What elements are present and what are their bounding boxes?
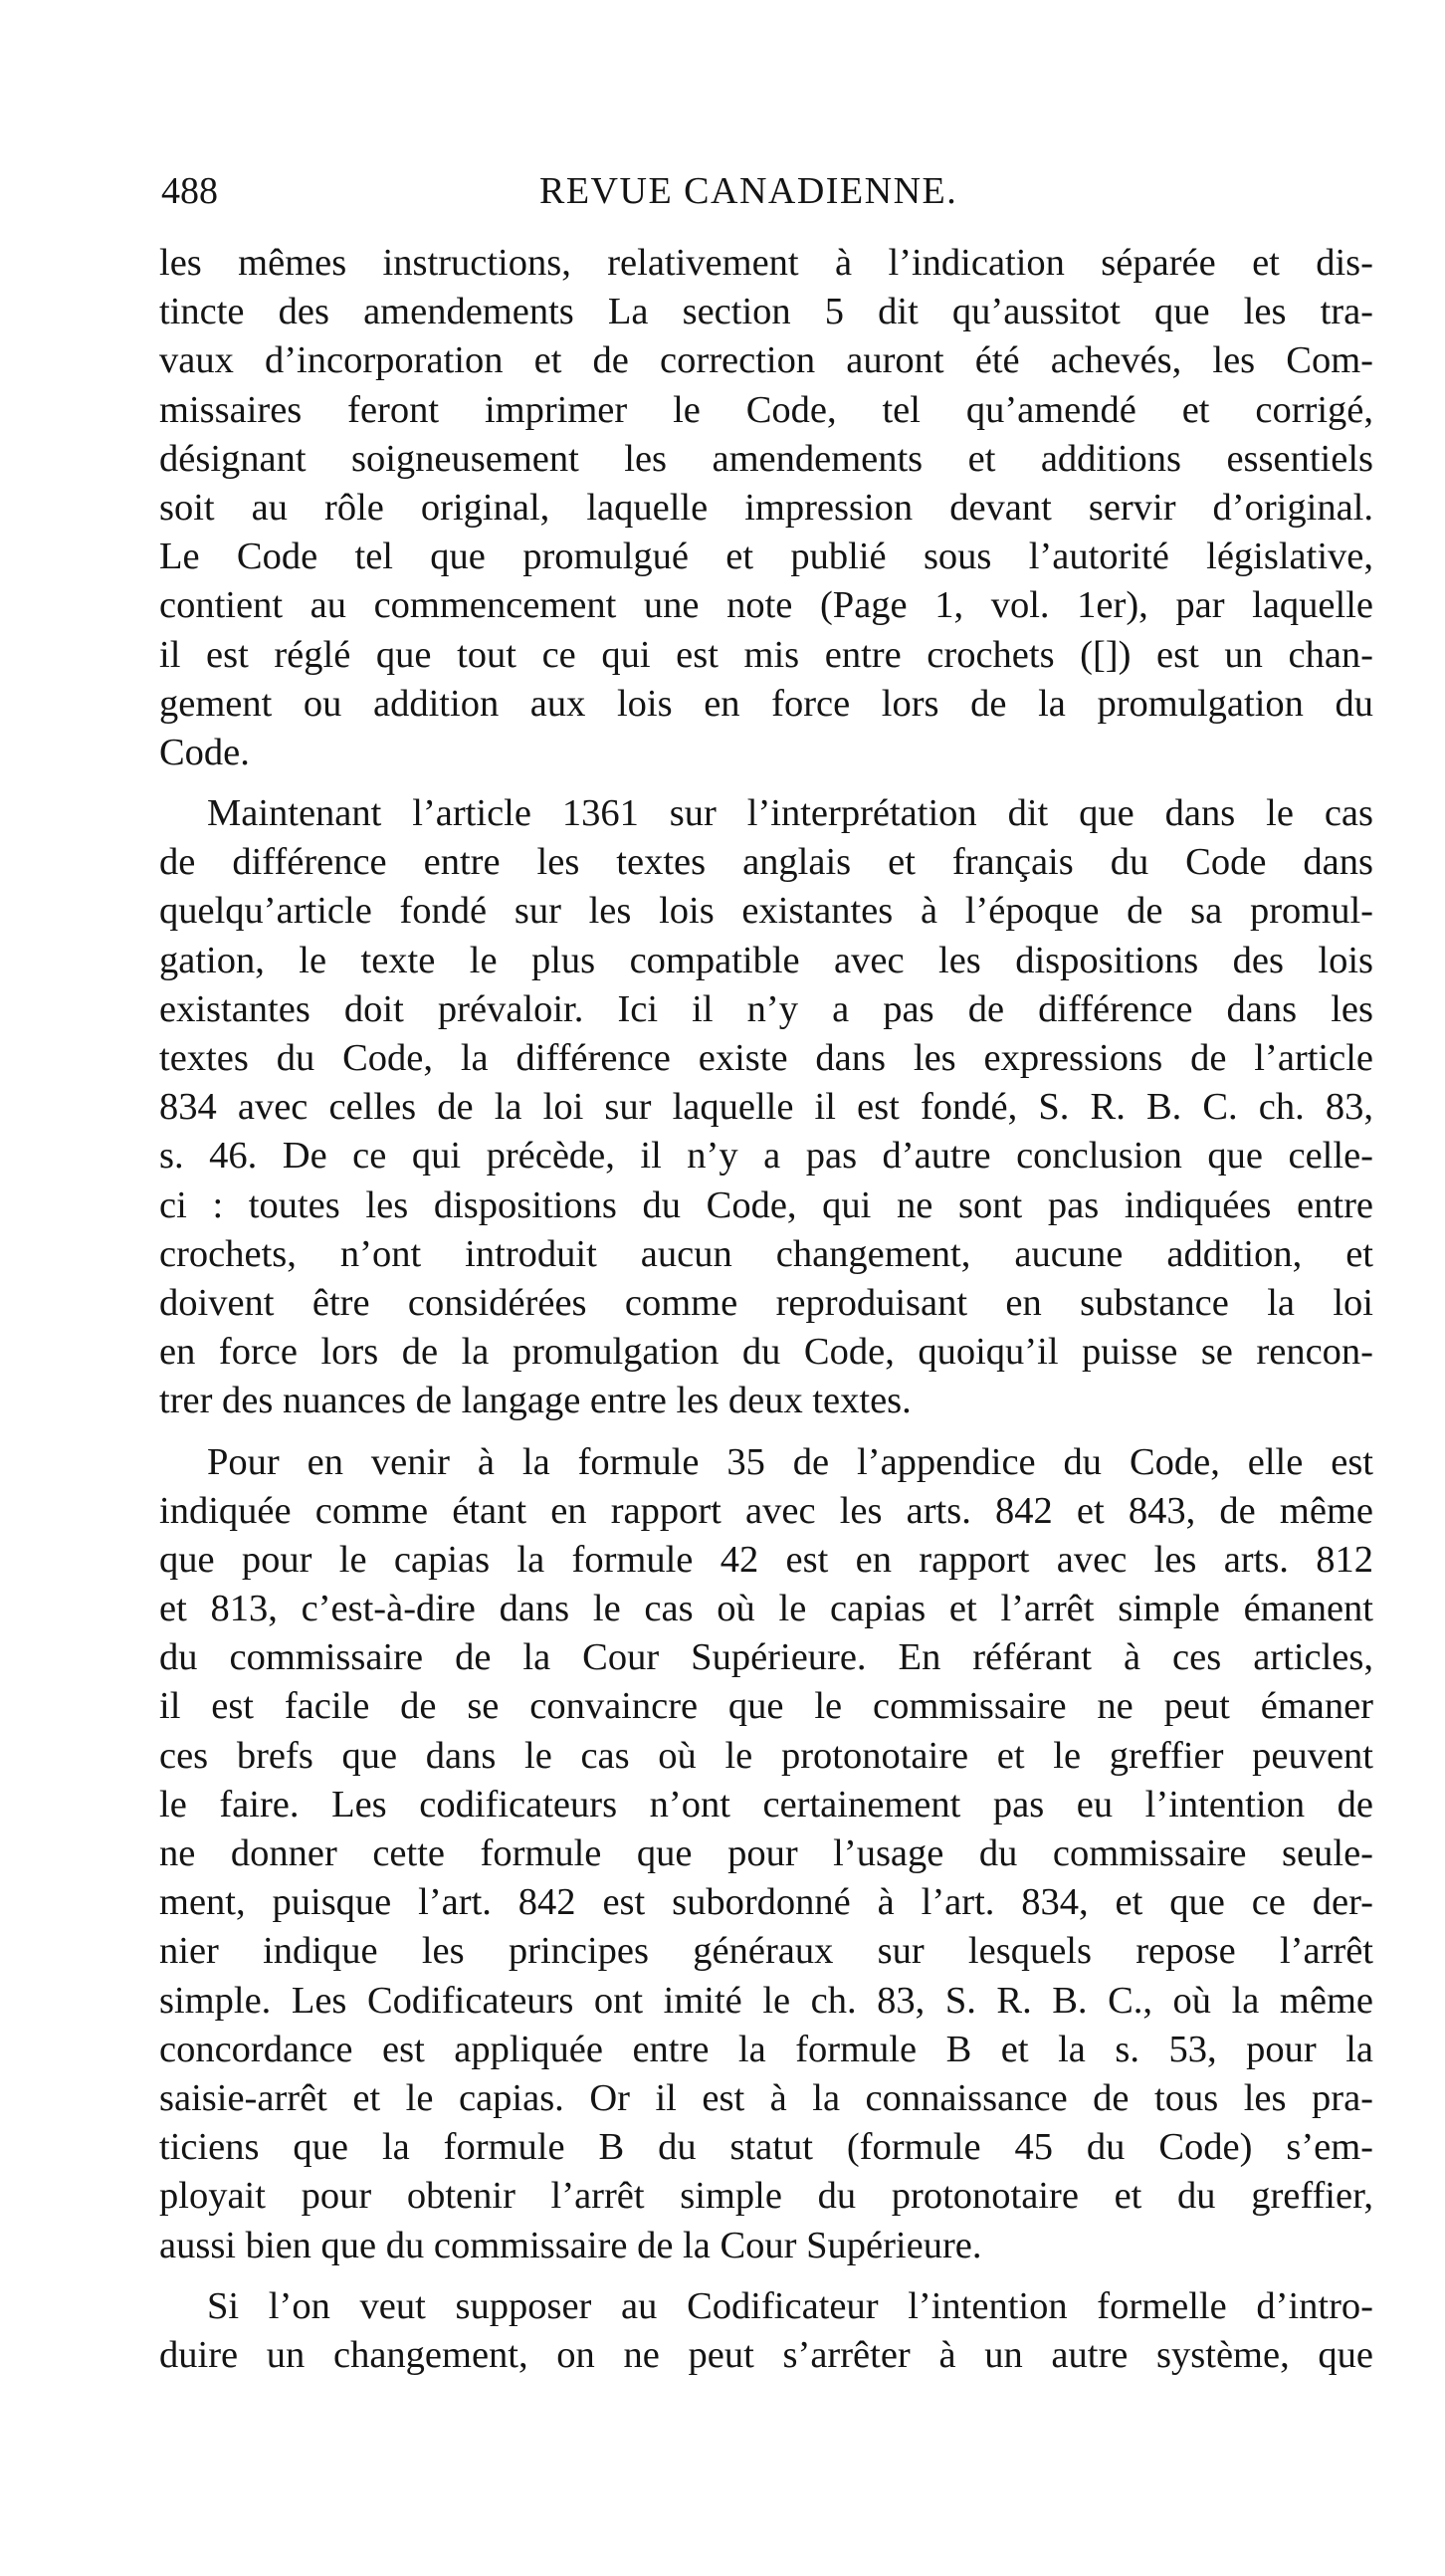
text-line: concordance est appliquée entre la formule B et la s. 53, pour la <box>159 2028 1373 2070</box>
text-line: il est facile de se convaincre que le commissaire ne peut émaner <box>159 1685 1373 1728</box>
text-line: nier indique les principes généraux sur lesquels repose l’arrêt <box>159 1930 1373 1973</box>
text-line: du commissaire de la Cour Supérieure. En référant à ces articles, <box>159 1636 1373 1679</box>
text-line: il est réglé que tout ce qui est mis entre crochets ([]) est un chan- <box>159 633 1373 676</box>
text-line: existantes doit prévaloir. Ici il n’y a pas de différence dans les <box>159 987 1373 1030</box>
text-line: vaux d’incorporation et de correction auront été achevés, les Com- <box>159 339 1373 382</box>
text-line: ne donner cette formule que pour l’usage du commissaire seule- <box>159 1832 1373 1874</box>
text-line: crochets, n’ont introduit aucun changement, aucune addition, et <box>159 1232 1373 1275</box>
text-line: et 813, c’est-à-dire dans le cas où le capias et l’arrêt simple émanent <box>159 1588 1373 1630</box>
text-line: s. 46. De ce qui précède, il n’y a pas d’autre conclusion que celle- <box>159 1135 1373 1178</box>
text-line: soit au rôle original, laquelle impression devant servir d’original. <box>159 486 1373 529</box>
page-header <box>161 161 1371 221</box>
text-line: que pour le capias la formule 42 est en rapport avec les arts. 812 <box>159 1538 1373 1581</box>
text-line: ployait pour obtenir l’arrêt simple du protonotaire et du greffier, <box>159 2175 1373 2218</box>
paragraph-3 <box>159 1438 1373 2270</box>
text-line: désignant soigneusement les amendements et additions essentiels <box>159 437 1373 480</box>
paragraph-1 <box>159 239 1373 777</box>
paragraph-4 <box>159 2282 1373 2380</box>
page-number: 488 <box>161 170 218 212</box>
text-line: Si l’on veut supposer au Codificateur l’intention formelle d’intro- <box>207 2284 1373 2327</box>
text-line: indiquée comme étant en rapport avec les arts. 842 et 843, de même <box>159 1489 1373 1532</box>
text-line: gation, le texte le plus compatible avec les dispositions des lois <box>159 939 1373 981</box>
text-line: ment, puisque l’art. 842 est subordonné à l’art. 834, et que ce der- <box>159 1881 1373 1924</box>
running-head: REVUE CANADIENNE. <box>539 170 958 212</box>
text-line: Maintenant l’article 1361 sur l’interprétation dit que dans le cas <box>207 792 1373 835</box>
text-line: en force lors de la promulgation du Code, quoiqu’il puisse se rencon- <box>159 1331 1373 1374</box>
text-line: ces brefs que dans le cas où le protonotaire et le greffier peuvent <box>159 1734 1373 1777</box>
text-line: 834 avec celles de la loi sur laquelle il est fondé, S. R. B. C. ch. 83, <box>159 1086 1373 1129</box>
text-line: ci : toutes les dispositions du Code, qui ne sont pas indiquées entre <box>159 1183 1373 1226</box>
text-line: gement ou addition aux lois en force lors de la promulgation du <box>159 682 1373 725</box>
text-line: de différence entre les textes anglais et français du Code dans <box>159 841 1373 884</box>
text-line: simple. Les Codificateurs ont imité le ch. 83, S. R. B. C., où la même <box>159 1979 1373 2022</box>
text-line: ticiens que la formule B du statut (formule 45 du Code) s’em- <box>159 2126 1373 2169</box>
body-text <box>159 239 1373 2392</box>
text-line: aussi bien que du commissaire de la Cour Supérieure. <box>159 2224 982 2266</box>
text-line: le faire. Les codificateurs n’ont certainement pas eu l’intention de <box>159 1783 1373 1825</box>
text-line: Code. <box>159 731 250 773</box>
text-line: Pour en venir à la formule 35 de l’appendice du Code, elle est <box>207 1440 1373 1483</box>
text-line: saisie-arrêt et le capias. Or il est à la connaissance de tous les pra- <box>159 2076 1373 2119</box>
paragraph-2 <box>159 789 1373 1425</box>
text-line: doivent être considérées comme reproduisant en substance la loi <box>159 1281 1373 1324</box>
text-line: textes du Code, la différence existe dans les expressions de l’article <box>159 1037 1373 1079</box>
text-line: Le Code tel que promulgué et publié sous l’autorité législative, <box>159 536 1373 578</box>
text-line: missaires feront imprimer le Code, tel qu’amendé et corrigé, <box>159 388 1373 431</box>
text-line: contient au commencement une note (Page 1, vol. 1er), par laquelle <box>159 584 1373 627</box>
text-line: trer des nuances de langage entre les deux textes. <box>159 1380 912 1422</box>
text-line: tincte des amendements La section 5 dit qu’aussitot que les tra- <box>159 291 1373 333</box>
text-line: duire un changement, on ne peut s’arrêter à un autre système, que <box>159 2333 1373 2376</box>
text-line: les mêmes instructions, relativement à l’indication séparée et dis- <box>159 242 1373 284</box>
text-line: quelqu’article fondé sur les lois existantes à l’époque de sa promul- <box>159 890 1373 933</box>
